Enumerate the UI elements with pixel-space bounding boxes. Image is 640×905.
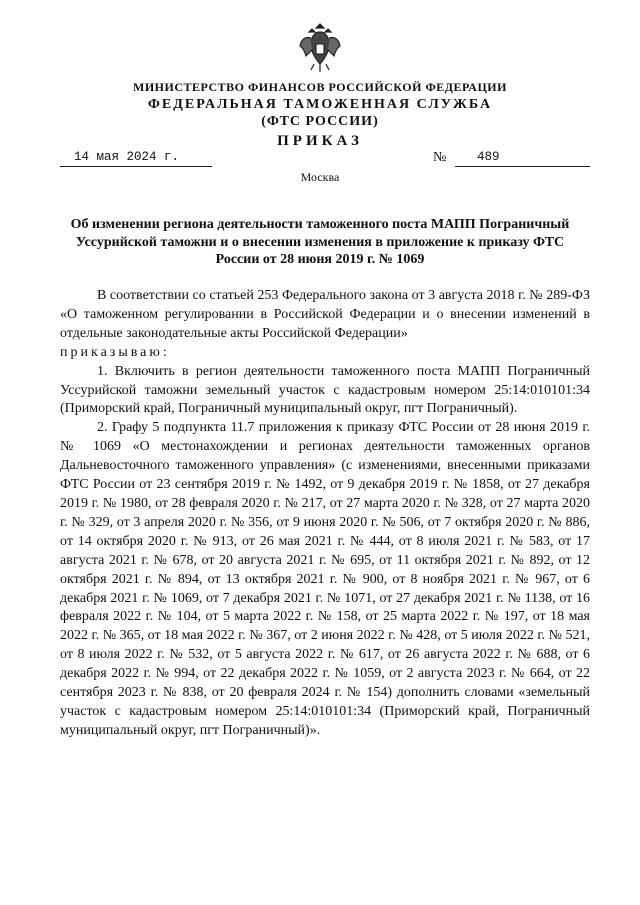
document-type-heading: ПРИКАЗ <box>277 133 363 149</box>
service-short-heading: (ФТС РОССИИ) <box>261 114 379 129</box>
preamble-paragraph: В соответствии со статьей 253 Федерального закона от 3 августа 2018 г. № 289-ФЗ «О таможенном регулировании в Российской Федерации и о внесении изменений в отдельные законодательные акты Российской Федерации» <box>60 288 590 341</box>
order-date: 14 мая 2024 г. <box>60 150 212 167</box>
order-number-label: № <box>433 150 447 165</box>
city-label: Москва <box>300 170 340 184</box>
order-word: приказываю: <box>60 344 170 360</box>
document-body <box>60 287 590 741</box>
state-emblem-icon <box>298 20 342 74</box>
item-1-paragraph: 1. Включить в регион деятельности таможенного поста МАПП Пограничный Уссурийской таможни земельный участок с кадастровым номером 25:14:010101:34 (Приморский край, Пограничный муниципальный округ, пгт Пограничный). <box>60 363 590 417</box>
order-number: 489 <box>455 150 590 167</box>
document-title: Об изменении региона деятельности таможенного поста МАПП Пограничный Уссурийской таможни и о внесении изменения в приложение к приказу ФТС России от 28 июня 2019 г. № 1069 <box>70 217 570 267</box>
item-2-paragraph: 2. Графу 5 подпункта 11.7 приложения к приказу ФТС России от 28 июня 2019 г. № 1069 «О местонахождении и регионах деятельности таможенных органов Дальневосточного таможенного управления» (с изменениями, внесенными приказами ФТС России от 23 сентября 2019 г. № 1492, от 9 декабря 2019 г. № 1858, от 27 декабря 2019 г. № 1980, от 28 февраля 2020 г. № 217, от 27 марта 2020 г. № 328, от 27 марта 2020 г. № 329, от 3 апреля 2020 г. № 356, от 9 июня 2020 г. № 506, от 7 октября 2020 г. № 886, от 14 октября 2020 г. № 913, от 26 мая 2021 г. № 444, от 8 июля 2021 г. № 583, от 17 августа 2021 г. № 678, от 20 августа 2021 г. № 695, от 11 октября 2021 г. № 892, от 12 октября 2021 г. № 894, от 13 октября 2021 г. № 900, от 8 ноября 2021 г. № 967, от 6 декабря 2021 г. № 1069, от 7 декабря 2021 г. № 1071, от 27 декабря 2021 г. № 1138, от 16 февраля 2022 г. № 104, от 5 марта 2022 г. № 158, от 25 марта 2022 г. № 197, от 18 мая 2022 г. № 365, от 18 мая 2022 г. № 367, от 2 июня 2022 г. № 428, от 5 июля 2022 г. № 521, от 8 июля 2022 г. № 532, от 5 августа 2022 г. № 617, от 26 августа 2022 г. № 688, от 6 декабря 2022 г. № 994, от 22 декабря 2022 г. № 1059, от 2 августа 2023 г. № 664, от 22 сентября 2023 г. № 838, от 20 февраля 2024 г. № 154) дополнить словами «земельный участок с кадастровым номером 25:14:010101:34 (Приморский край, Пограничный муниципальный округ, пгт Пограничный)». <box>60 420 590 738</box>
service-heading: ФЕДЕРАЛЬНАЯ ТАМОЖЕННАЯ СЛУЖБА <box>147 97 493 112</box>
ministry-heading: МИНИСТЕРСТВО ФИНАНСОВ РОССИЙСКОЙ ФЕДЕРАЦИИ <box>133 80 507 94</box>
